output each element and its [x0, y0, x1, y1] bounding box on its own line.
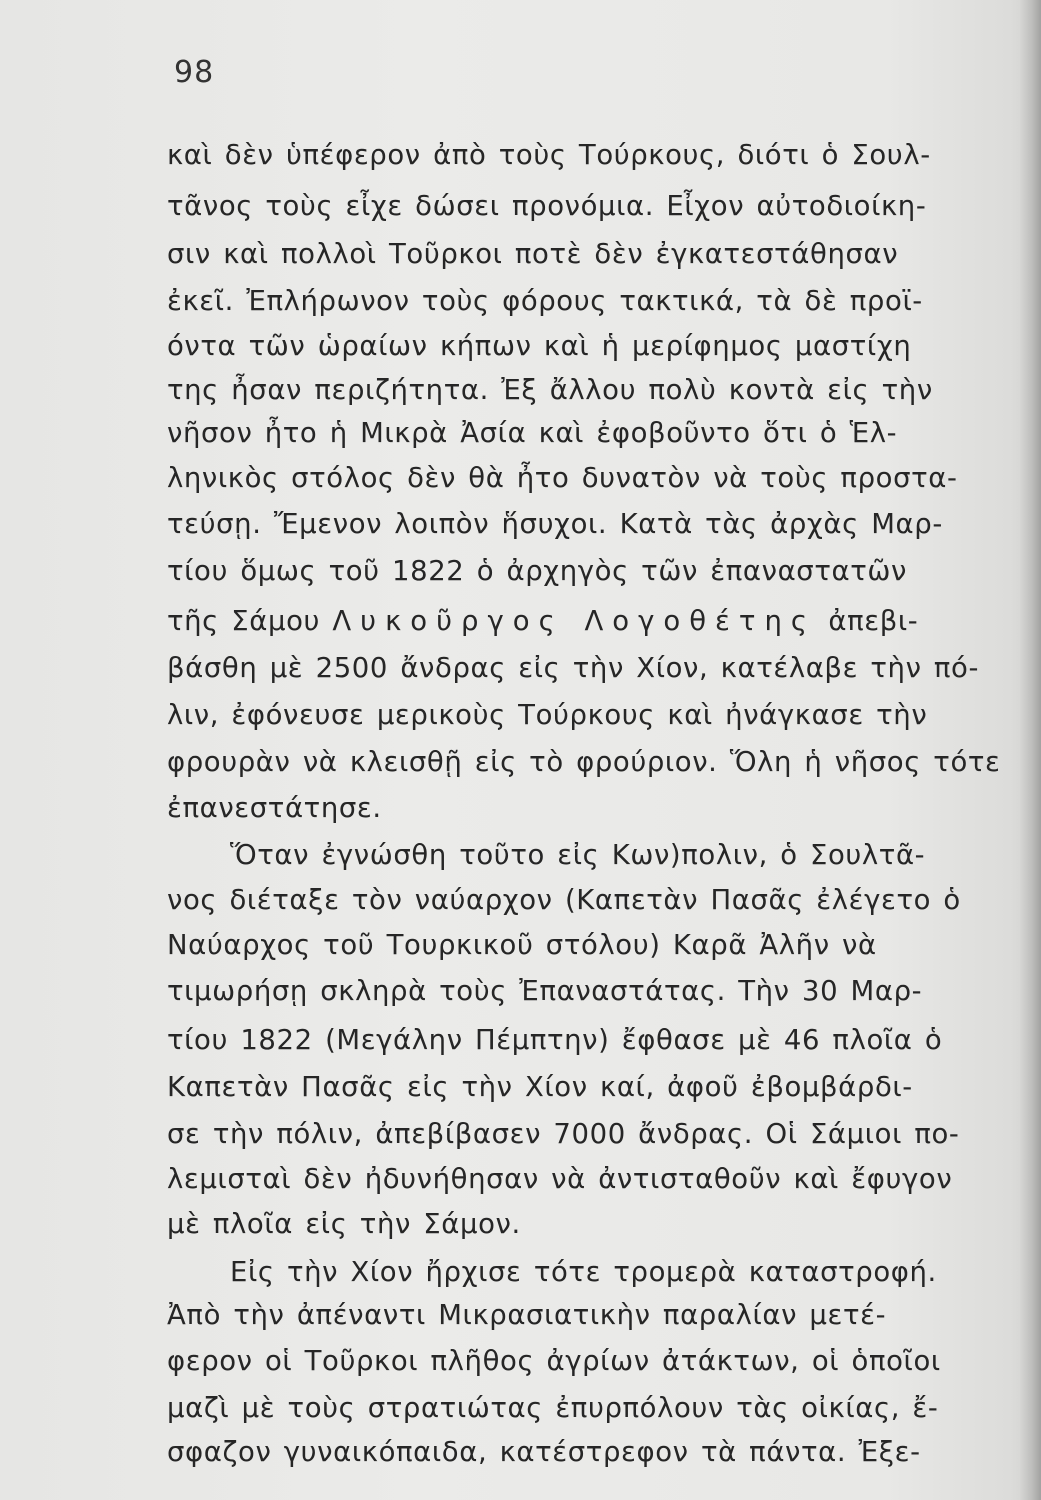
text-line: λεμισταὶ δὲν ἠδυνήθησαν νὰ ἀντισταθοῦν καὶ ἔφυγον: [167, 1163, 953, 1195]
text-line: ληνικὸς στόλος δὲν θὰ ἦτο δυνατὸν νὰ τοὺς προστα-: [167, 462, 958, 494]
text-line: ἐπανεστάτησε.: [167, 792, 382, 824]
text-line: της ἦσαν περιζήτητα. Ἐξ ἄλλου πολὺ κοντὰ εἰς τὴν: [167, 374, 933, 406]
text-line: τεύσῃ. Ἔμενον λοιπὸν ἥσυχοι. Κατὰ τὰς ἀρχὰς Μαρ-: [167, 508, 943, 540]
text-segment: ἀπεβι-: [816, 605, 919, 637]
text-line: φερον οἱ Τοῦρκοι πλῆθος ἀγρίων ἀτάκτων, οἱ ὁποῖοι: [167, 1345, 941, 1377]
text-line: μαζὶ μὲ τοὺς στρατιώτας ἐπυρπόλουν τὰς οἰκίας, ἔ-: [167, 1392, 939, 1424]
text-line: βάσθη μὲ 2500 ἄνδρας εἰς τὴν Χίον, κατέλαβε τὴν πό-: [167, 652, 979, 684]
text-line: [167, 603, 918, 639]
text-line: Ἀπὸ τὴν ἀπέναντι Μικρασιατικὴν παραλίαν μετέ-: [167, 1299, 887, 1331]
person-name: Λυκοῦργος Λογοθέτης: [332, 605, 817, 637]
text-line: όντα τῶν ὡραίων κήπων καὶ ἡ μερίφημος μαστίχη: [167, 330, 912, 362]
page-number: 98: [174, 55, 215, 90]
text-line: σφαζον γυναικόπαιδα, κατέστρεφον τὰ πάντα. Ἐξε-: [167, 1436, 921, 1468]
text-line: τίου 1822 (Μεγάλην Πέμπτην) ἔφθασε μὲ 46 πλοῖα ὁ: [167, 1024, 943, 1056]
text-line: σιν καὶ πολλοὶ Τοῦρκοι ποτὲ δὲν ἐγκατεστάθησαν: [167, 238, 899, 270]
text-line: τιμωρήσῃ σκληρὰ τοὺς Ἐπαναστάτας. Τὴν 30 Μαρ-: [167, 975, 923, 1007]
text-line: φρουρὰν νὰ κλεισθῇ εἰς τὸ φρούριον. Ὅλη ἡ νῆσος τότε: [167, 746, 1001, 778]
text-line: Ναύαρχος τοῦ Τουρκικοῦ στόλου) Καρᾶ Ἀλῆν νὰ: [167, 929, 877, 961]
text-line: λιν, ἐφόνευσε μερικοὺς Τούρκους καὶ ἠνάγκασε τὴν: [167, 699, 928, 731]
text-line: τίου ὅμως τοῦ 1822 ὁ ἀρχηγὸς τῶν ἐπαναστατῶν: [167, 555, 907, 587]
text-line: Καπετὰν Πασᾶς εἰς τὴν Χίον καί, ἀφοῦ ἐβομβάρδι-: [167, 1071, 913, 1103]
text-line: Ὅταν ἐγνώσθη τοῦτο εἰς Κων)πολιν, ὁ Σουλτᾶ-: [230, 839, 926, 871]
text-line: νος διέταξε τὸν ναύαρχον (Καπετὰν Πασᾶς ἐλέγετο ὁ: [167, 884, 961, 916]
text-line: ἐκεῖ. Ἐπλήρωνον τοὺς φόρους τακτικά, τὰ δὲ προϊ-: [167, 285, 923, 317]
text-line: καὶ δὲν ὑπέφερον ἀπὸ τοὺς Τούρκους, διότι ὁ Σουλ-: [167, 139, 931, 171]
text-segment: τῆς Σάμου: [167, 605, 333, 637]
text-line: Εἰς τὴν Χίον ἤρχισε τότε τρομερὰ καταστροφή.: [230, 1256, 937, 1288]
text-line: μὲ πλοῖα εἰς τὴν Σάμον.: [167, 1208, 521, 1240]
text-line: τᾶνος τοὺς εἶχε δώσει προνόμια. Εἶχον αὐτοδιοίκη-: [167, 190, 927, 222]
text-line: σε τὴν πόλιν, ἀπεβίβασεν 7000 ἄνδρας. Οἱ Σάμιοι πο-: [167, 1118, 960, 1150]
text-line: νῆσον ἦτο ἡ Μικρὰ Ἀσία καὶ ἐφοβοῦντο ὅτι ὁ Ἑλ-: [167, 417, 898, 449]
